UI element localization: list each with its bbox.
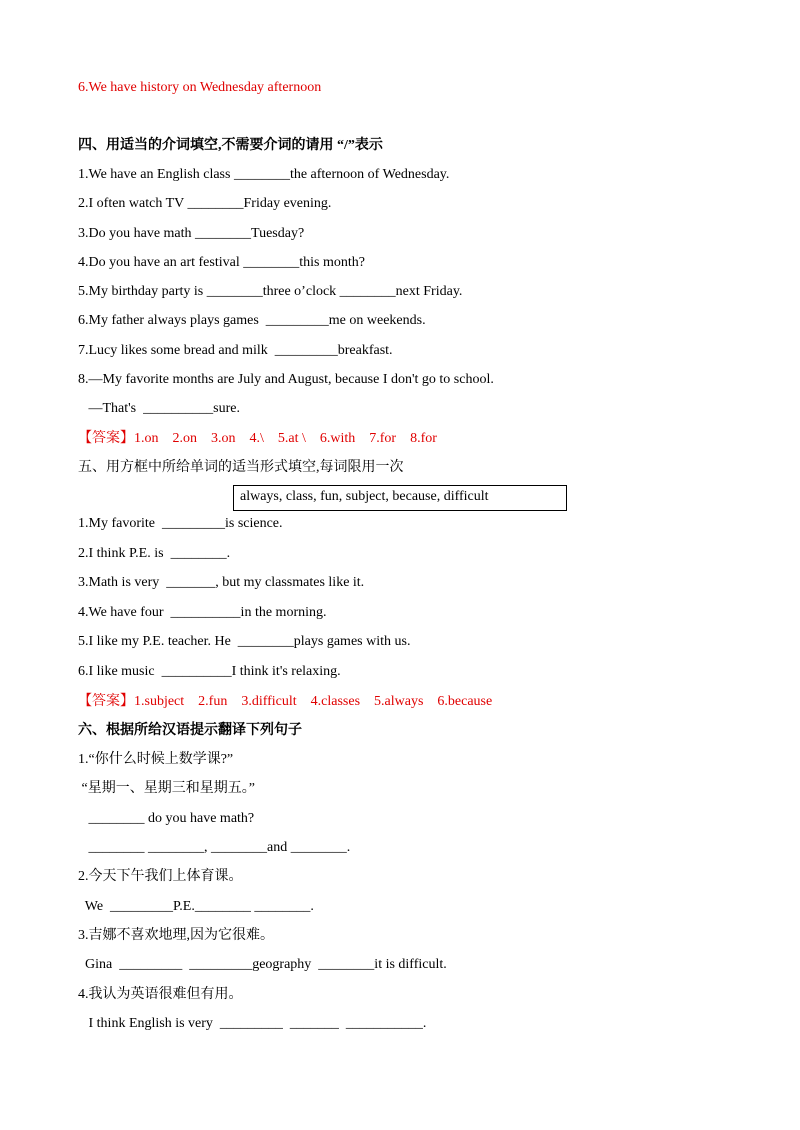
section-6-q3-english: Gina _________ _________geography ________it is difficult. bbox=[78, 957, 447, 972]
section-4-item-8: 8.—My favorite months are July and August, because I don't go to school. bbox=[78, 372, 494, 387]
section-5-item-5: 5.I like my P.E. teacher. He ________plays games with us. bbox=[78, 634, 411, 649]
section-6-q2-chinese: 2.今天下午我们上体育课。 bbox=[78, 869, 243, 884]
section-6-q4-chinese: 4.我认为英语很难但有用。 bbox=[78, 987, 243, 1002]
section-6-q2-english: We _________P.E.________ ________. bbox=[78, 899, 314, 914]
section-4-item-7: 7.Lucy likes some bread and milk _________breakfast. bbox=[78, 343, 393, 358]
word-box: always, class, fun, subject, because, difficult bbox=[233, 485, 567, 511]
section-4-item-4: 4.Do you have an art festival ________this month? bbox=[78, 255, 365, 270]
section-4-heading: 四、用适当的介词填空,不需要介词的请用 “/”表示 bbox=[78, 138, 383, 153]
section-4-item-1: 1.We have an English class ________the afternoon of Wednesday. bbox=[78, 167, 450, 182]
section-4-item-6: 6.My father always plays games _________me on weekends. bbox=[78, 313, 426, 328]
section-6-q1-english: ________ do you have math? bbox=[78, 811, 255, 826]
section-4-item-2: 2.I often watch TV ________Friday evening. bbox=[78, 196, 332, 211]
section-6-q4-english: I think English is very _________ _______ ___________. bbox=[78, 1016, 427, 1031]
section-5-item-6: 6.I like music __________I think it's relaxing. bbox=[78, 664, 341, 679]
section-6-heading: 六、根据所给汉语提示翻译下列句子 bbox=[78, 723, 302, 738]
section-5-item-3: 3.Math is very _______, but my classmates like it. bbox=[78, 575, 365, 590]
section-6-q1-chinese-reply: “星期一、星期三和星期五。” bbox=[78, 781, 255, 796]
section-5-answer: 【答案】1.subject 2.fun 3.difficult 4.classes 5.always 6.because bbox=[78, 694, 493, 709]
prev-answer-line-6: 6.We have history on Wednesday afternoon bbox=[78, 80, 322, 95]
section-4-item-3: 3.Do you have math ________Tuesday? bbox=[78, 226, 305, 241]
section-5-item-1: 1.My favorite _________is science. bbox=[78, 516, 283, 531]
section-4-answer: 【答案】1.on 2.on 3.on 4.\ 5.at \ 6.with 7.for 8.for bbox=[78, 431, 437, 446]
section-6-q3-chinese: 3.吉娜不喜欢地理,因为它很难。 bbox=[78, 928, 274, 943]
section-6-q1-chinese: 1.“你什么时候上数学课?” bbox=[78, 752, 234, 767]
section-6-q1-english-reply: ________ ________, ________and ________. bbox=[78, 840, 351, 855]
section-5-item-4: 4.We have four __________in the morning. bbox=[78, 605, 327, 620]
section-4-item-5: 5.My birthday party is ________three o’clock ________next Friday. bbox=[78, 284, 463, 299]
section-5-item-2: 2.I think P.E. is ________. bbox=[78, 546, 231, 561]
section-5-heading: 五、用方框中所给单词的适当形式填空,每词限用一次 bbox=[78, 460, 404, 475]
section-4-item-8-reply: —That's __________sure. bbox=[78, 401, 240, 416]
